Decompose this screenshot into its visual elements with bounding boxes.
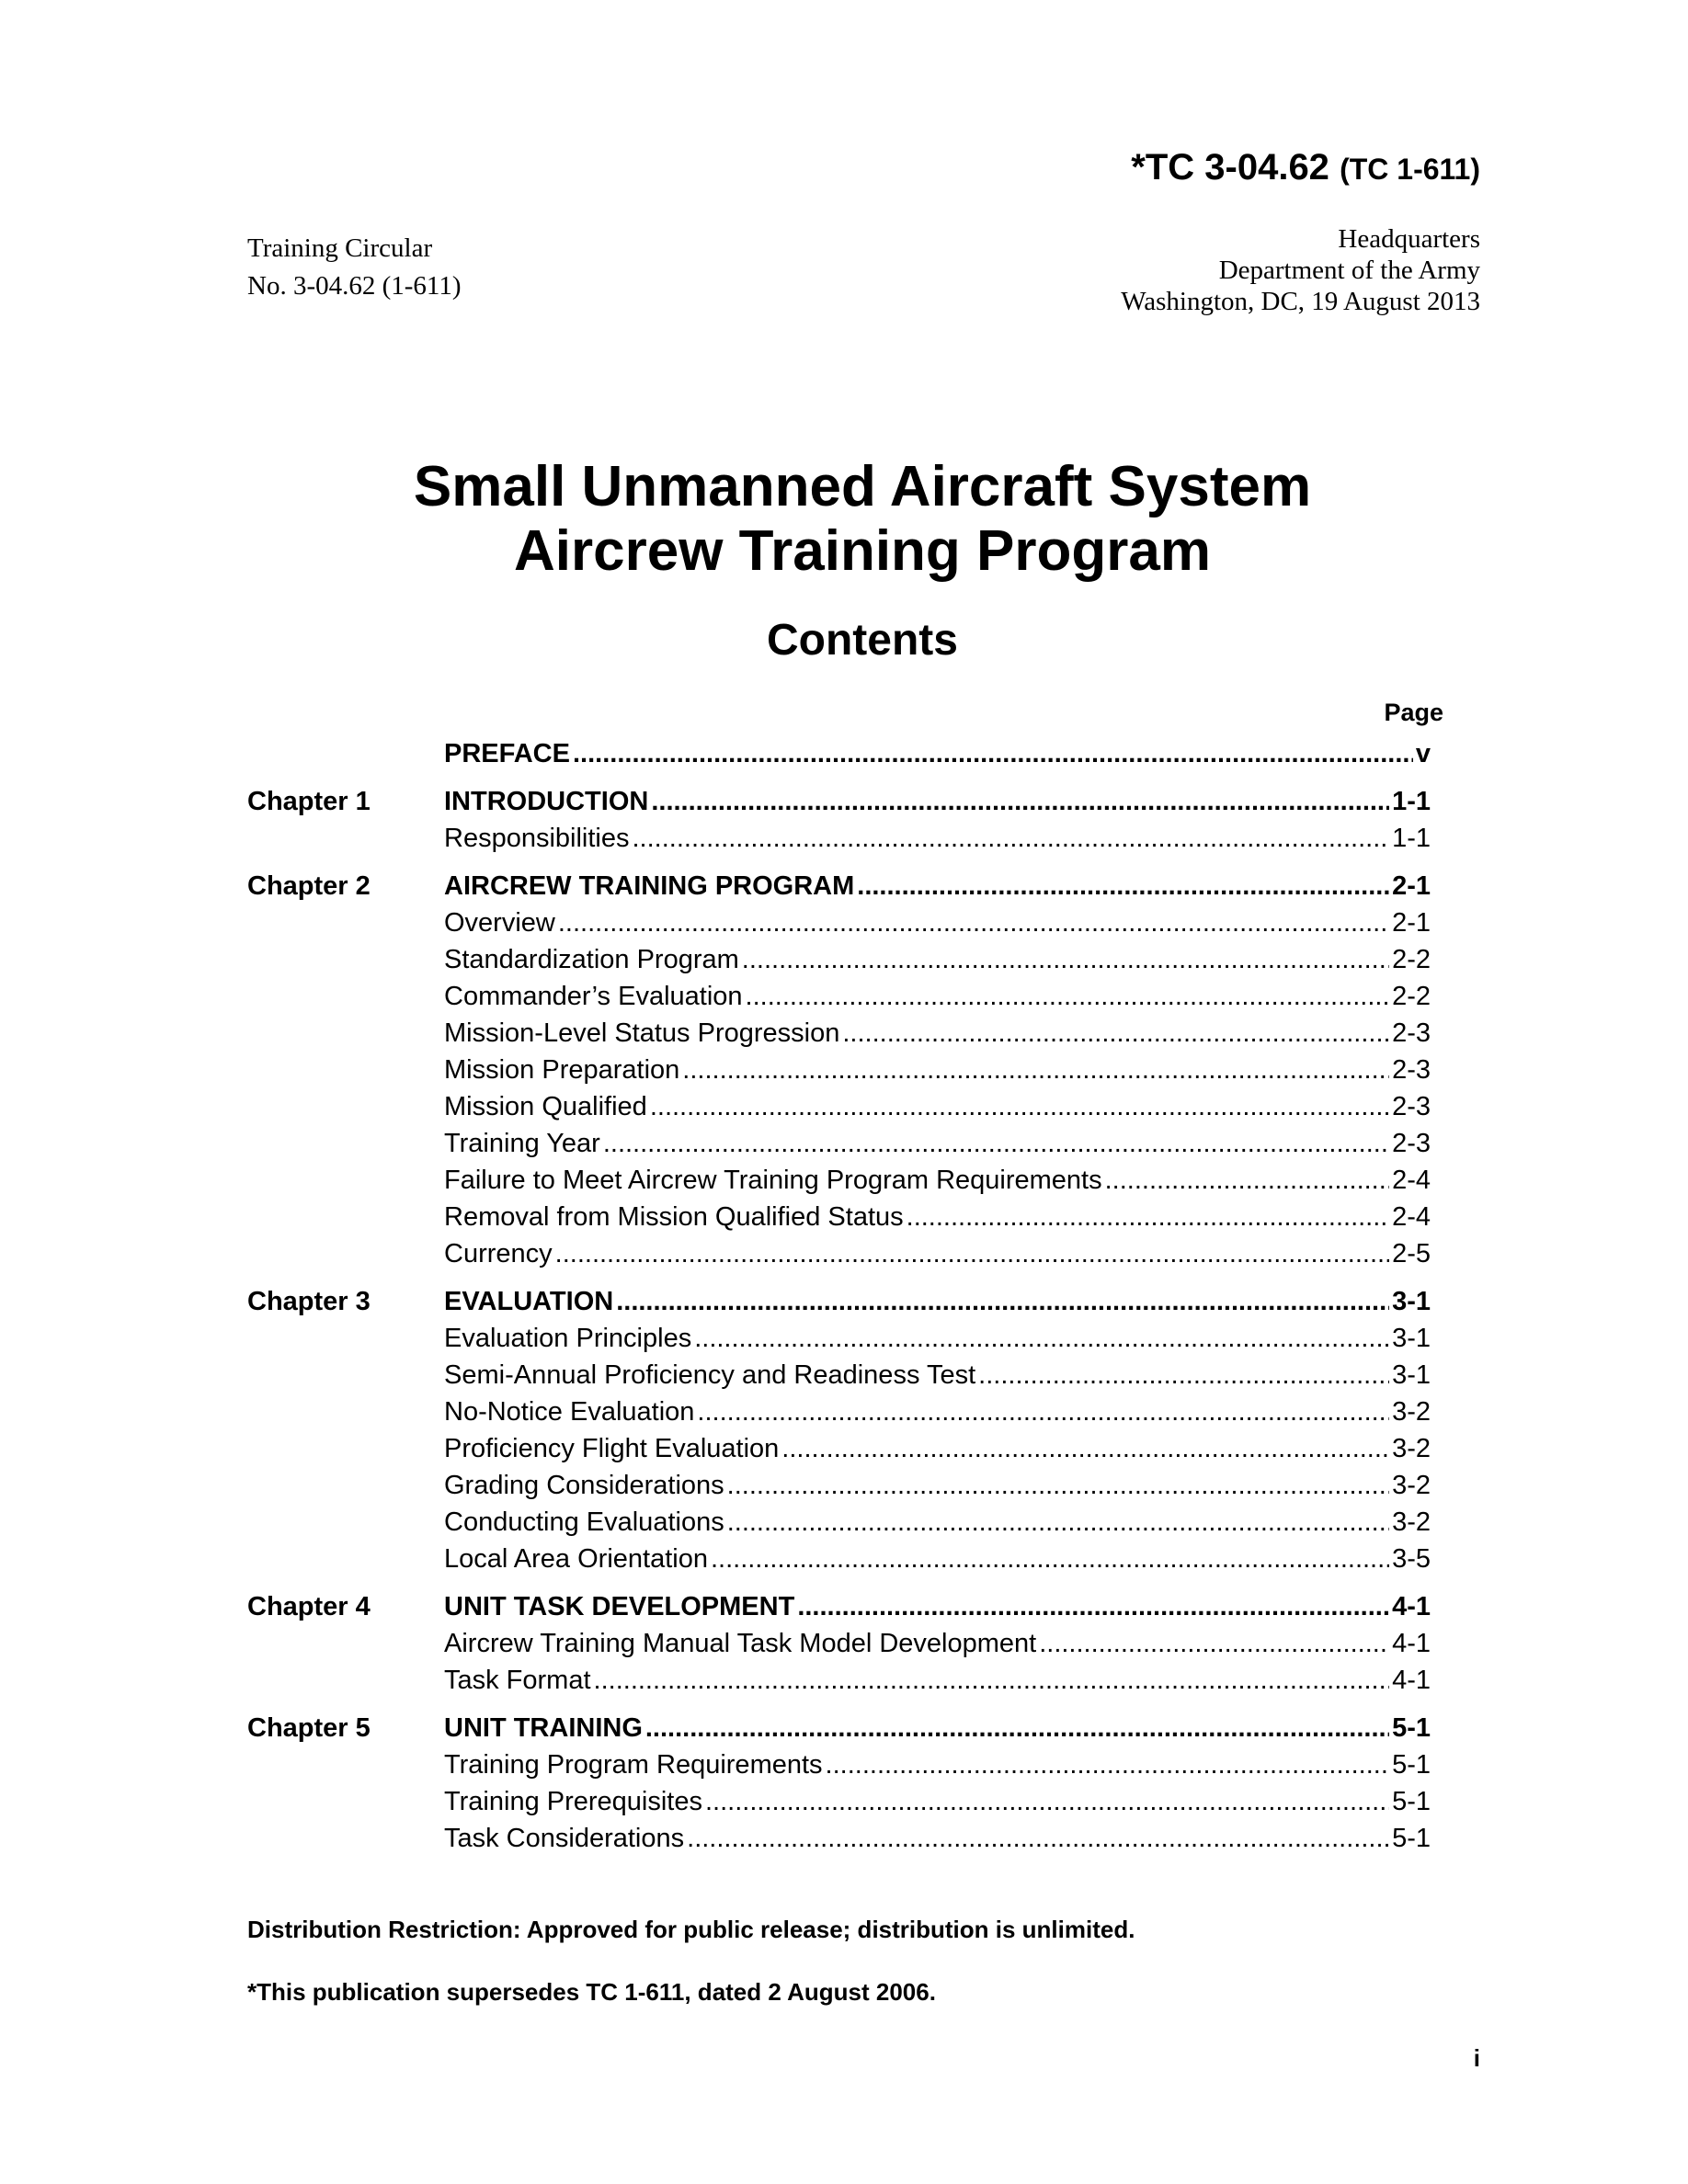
toc-entry-section[interactable]	[247, 820, 1431, 857]
chapter-label: Chapter 5	[247, 1713, 371, 1743]
page-ref: 3-1	[1392, 1287, 1431, 1316]
dot-leader	[555, 1235, 1389, 1272]
dot-leader	[633, 820, 1390, 857]
toc-entry-section[interactable]	[247, 1162, 1431, 1199]
toc-entry-section[interactable]	[247, 1125, 1431, 1162]
page-ref: 2-4	[1392, 1202, 1431, 1232]
page-ref: 3-2	[1392, 1397, 1431, 1427]
contents-heading: Contents	[767, 616, 958, 665]
page-ref: 3-1	[1392, 1360, 1431, 1390]
toc-entry-section[interactable]	[247, 904, 1431, 941]
section-title: Training Program Requirements	[444, 1750, 823, 1780]
dot-leader	[727, 1504, 1389, 1541]
tc-number-main: *TC 3-04.62	[1131, 147, 1329, 188]
dot-leader	[746, 978, 1390, 1015]
page-ref: 5-1	[1392, 1824, 1431, 1853]
section-title: Failure to Meet Aircrew Training Program Requirements	[444, 1166, 1102, 1195]
page-ref: 2-3	[1392, 1129, 1431, 1158]
section-title: Responsibilities	[444, 824, 630, 853]
page-ref: 3-2	[1392, 1507, 1431, 1537]
circular-identifier	[247, 230, 462, 305]
chapter-title: PREFACE	[444, 739, 570, 768]
toc-entry-section[interactable]	[247, 1199, 1431, 1235]
page-ref: 4-1	[1392, 1629, 1431, 1658]
section-title: Training Year	[444, 1129, 600, 1158]
dot-leader	[842, 1015, 1389, 1052]
page-ref: 3-2	[1392, 1471, 1431, 1500]
toc-entry-chapter-5[interactable]	[247, 1710, 1431, 1746]
dot-leader	[558, 904, 1389, 941]
toc-entry-section[interactable]	[247, 1052, 1431, 1088]
section-title: Mission Qualified	[444, 1092, 647, 1121]
section-title: Currency	[444, 1239, 553, 1268]
toc-entry-section[interactable]	[247, 1783, 1431, 1820]
page-ref: 2-1	[1392, 871, 1431, 901]
page-ref: 4-1	[1392, 1666, 1431, 1695]
dot-leader	[711, 1541, 1389, 1577]
section-title: Task Format	[444, 1666, 591, 1695]
toc-entry-section[interactable]	[247, 1235, 1431, 1272]
toc-entry-section[interactable]	[247, 1357, 1431, 1393]
dot-leader	[857, 868, 1389, 904]
chapter-title: INTRODUCTION	[444, 787, 649, 816]
page-column-label: Page	[1384, 699, 1443, 726]
dot-leader	[781, 1430, 1389, 1467]
distribution-restriction: Distribution Restriction: Approved for public release; distribution is unlimited.	[247, 1916, 1135, 1943]
page-ref: 2-3	[1392, 1018, 1431, 1048]
dot-leader	[616, 1283, 1389, 1320]
toc-entry-section[interactable]	[247, 1625, 1431, 1662]
dot-leader	[594, 1662, 1390, 1699]
toc-entry-section[interactable]	[247, 978, 1431, 1015]
page-ref: 4-1	[1392, 1592, 1431, 1621]
table-of-contents	[247, 735, 1431, 1857]
page-ref: 2-2	[1392, 945, 1431, 974]
tc-number-superseded: (TC 1-611)	[1340, 153, 1480, 186]
page-ref: 3-1	[1392, 1324, 1431, 1353]
toc-entry-section[interactable]	[247, 1393, 1431, 1430]
section-title: Overview	[444, 908, 555, 938]
title-line-2: Aircrew Training Program	[514, 519, 1211, 583]
page-ref: 2-4	[1392, 1166, 1431, 1195]
dot-leader	[1039, 1625, 1389, 1662]
supersedes-notice: *This publication supersedes TC 1-611, dated 2 August 2006.	[247, 1978, 936, 2006]
page-ref: 1-1	[1392, 787, 1431, 816]
toc-entry-chapter-4[interactable]	[247, 1588, 1431, 1625]
dot-leader	[650, 1088, 1389, 1125]
toc-entry-section[interactable]	[247, 1662, 1431, 1699]
page-ref: 5-1	[1392, 1750, 1431, 1780]
section-title: Removal from Mission Qualified Status	[444, 1202, 904, 1232]
location-date: Washington, DC, 19 August 2013	[1121, 287, 1480, 316]
dot-leader	[826, 1746, 1390, 1783]
toc-entry-section[interactable]	[247, 1504, 1431, 1541]
page-ref: 2-2	[1392, 982, 1431, 1011]
toc-entry-section[interactable]	[247, 1746, 1431, 1783]
section-title: Commander’s Evaluation	[444, 982, 743, 1011]
circular-type: Training Circular	[247, 233, 433, 263]
toc-entry-section[interactable]	[247, 1430, 1431, 1467]
toc-entry-section[interactable]	[247, 1467, 1431, 1504]
section-title: Aircrew Training Manual Task Model Development	[444, 1629, 1037, 1658]
page-ref: 1-1	[1392, 824, 1431, 853]
page-ref: 3-5	[1392, 1544, 1431, 1574]
toc-entry-section[interactable]	[247, 1541, 1431, 1577]
circular-number: No. 3-04.62 (1-611)	[247, 271, 462, 301]
chapter-title: UNIT TASK DEVELOPMENT	[444, 1592, 795, 1621]
toc-entry-section[interactable]	[247, 1320, 1431, 1357]
toc-entry-preface[interactable]	[247, 735, 1431, 772]
section-title: Local Area Orientation	[444, 1544, 708, 1574]
title-line-1: Small Unmanned Aircraft System	[413, 455, 1312, 518]
toc-entry-chapter-1[interactable]	[247, 783, 1431, 820]
chapter-label: Chapter 1	[247, 787, 371, 816]
page-ref: 5-1	[1392, 1787, 1431, 1816]
headquarters-label: Headquarters	[1338, 224, 1480, 254]
section-title: Evaluation Principles	[444, 1324, 692, 1353]
issuing-authority	[1121, 223, 1480, 317]
toc-entry-chapter-3[interactable]	[247, 1283, 1431, 1320]
section-title: Mission Preparation	[444, 1055, 680, 1085]
dot-leader	[651, 783, 1389, 820]
section-title: Grading Considerations	[444, 1471, 724, 1500]
toc-entry-section[interactable]	[247, 1088, 1431, 1125]
page-ref: 2-3	[1392, 1055, 1431, 1085]
chapter-title: UNIT TRAINING	[444, 1713, 643, 1743]
dot-leader	[687, 1820, 1389, 1857]
page-ref: 2-5	[1392, 1239, 1431, 1268]
dot-leader	[742, 941, 1389, 978]
page-ref: v	[1415, 739, 1431, 768]
dot-leader	[645, 1710, 1389, 1746]
page-number: i	[1473, 2044, 1480, 2072]
section-title: Proficiency Flight Evaluation	[444, 1434, 780, 1463]
section-title: Semi-Annual Proficiency and Readiness Test	[444, 1360, 976, 1390]
section-title: Task Considerations	[444, 1824, 685, 1853]
section-title: Training Prerequisites	[444, 1787, 702, 1816]
page-ref: 5-1	[1392, 1713, 1431, 1743]
dot-leader	[603, 1125, 1389, 1162]
dot-leader	[573, 735, 1413, 772]
toc-entry-section[interactable]	[247, 1820, 1431, 1857]
dot-leader	[1105, 1162, 1389, 1199]
chapter-title: EVALUATION	[444, 1287, 614, 1316]
section-title: Conducting Evaluations	[444, 1507, 724, 1537]
dot-leader	[907, 1199, 1389, 1235]
section-title: Standardization Program	[444, 945, 739, 974]
dot-leader	[694, 1320, 1389, 1357]
section-title: No-Notice Evaluation	[444, 1397, 695, 1427]
toc-entry-chapter-2[interactable]	[247, 868, 1431, 904]
dot-leader	[797, 1588, 1389, 1625]
dot-leader	[705, 1783, 1389, 1820]
page-ref: 3-2	[1392, 1434, 1431, 1463]
section-title: Mission-Level Status Progression	[444, 1018, 840, 1048]
chapter-label: Chapter 4	[247, 1592, 371, 1621]
dot-leader	[697, 1393, 1389, 1430]
dot-leader	[727, 1467, 1389, 1504]
dot-leader	[682, 1052, 1389, 1088]
publication-number	[1131, 147, 1480, 188]
toc-entry-section[interactable]	[247, 941, 1431, 978]
department-label: Department of the Army	[1218, 256, 1480, 285]
toc-entry-section[interactable]	[247, 1015, 1431, 1052]
chapter-label: Chapter 2	[247, 871, 371, 901]
document-title	[0, 455, 1688, 584]
page-ref: 2-3	[1392, 1092, 1431, 1121]
chapter-label: Chapter 3	[247, 1287, 371, 1316]
chapter-title: AIRCREW TRAINING PROGRAM	[444, 871, 855, 901]
page-ref: 2-1	[1392, 908, 1431, 938]
dot-leader	[978, 1357, 1389, 1393]
